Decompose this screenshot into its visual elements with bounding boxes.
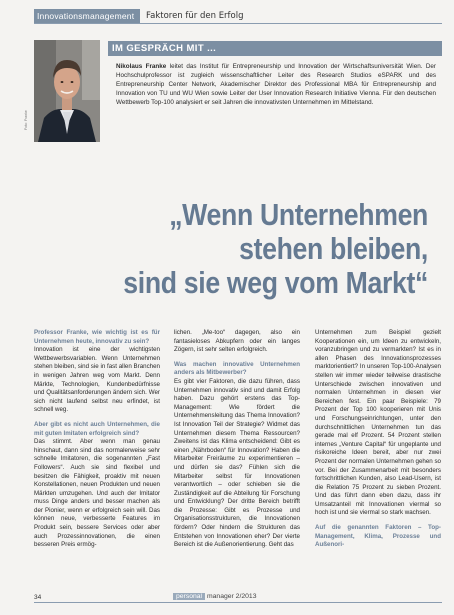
question: Was machen innovative Unternehmen anders als Mitbewerber? xyxy=(174,360,300,377)
answer: Unternehmen zum Beispiel gezielt Kooperationen ein, um Ideen zu entwickeln, voranzubringen und zu vermarkten? Ist es in allen Phasen des Innovationsprozesses marktorientiert? In unseren Top-100-Analysen stellen wir immer wieder teilweise drastische Unterschiede zwischen innovativen und normalen Unternehmen in diesen vier Bereichen fest. Ein paar Beispiele: 79 Prozent der Top 100 kooperieren mit Unis und Forschungseinrichtungen, unter den durchschnittlichen Unternehmen tun das gerade mal elf Prozent. 54 Prozent stellen internes „Venture Capital“ für ungeplante und risikoreiche Ideen bereit, aber nur zwei Prozent der normalen Unternehmen gehen so vor. Bei der Zusammenarbeit mit besonders fortschrittlichen Kunden, also Lead-Usern, ist die Relation 75 Prozent zu sieben Prozent. Und das führt dann eben dazu, dass ihr Umsatzanteil mit Innovationen viermal so hoch ist und sie viermal so stark wachsen. xyxy=(315,329,441,517)
page-number: 34 xyxy=(34,594,42,601)
photo-credit: Foto: Franke xyxy=(24,110,28,130)
portrait-illustration xyxy=(34,40,100,142)
footer-rule xyxy=(34,602,442,603)
question: Professor Franke, wie wichtig ist es für Unternehmen heute, innovativ zu sein? xyxy=(34,329,160,345)
magazine-issue xyxy=(173,593,256,600)
question: Auf die genannten Faktoren – Top-Management, Klima, Prozesse und Außenori- xyxy=(315,524,441,549)
intro-text: leitet das Institut für Entrepreneurship und Innovation der Wirtschaftsuniversität Wien. Der Hochschulprofessor ist zugleich wissenschaftlicher Leiter des Research Studios eSPARK und des Entrepreneurship Center Network, Akademischer Direktor des Professional MBA für Entrepreneurship and Innovation von TU und WU Wien sowie Leiter der User Innovation Research Initiative Vienna. Für den deutschen Wettbewerb Top-100 analysiert er seit Jahren die innovativsten Unternehmen im Mittelstand. xyxy=(116,63,436,107)
headline-quote xyxy=(84,198,428,300)
headline-line-2: sind sie weg vom Markt“ xyxy=(123,265,428,300)
answer: Innovation ist eine der wichtigsten Wettbewerbsvariablen. Wenn Unternehmen stehen bleiben, sind sie in fast allen Branchen in wenigen Jahren weg vom Markt. Denn Märkte, Technologien, Kundenbedürfnisse und Qualitätsanforderungen ändern sich. Wer sich nicht laufend selbst neu erfindet, ist schnell weg. xyxy=(34,346,160,414)
section-subtitle: Faktoren für den Erfolg xyxy=(146,11,244,21)
interview-box-header xyxy=(108,41,442,56)
interviewee-name: Nikolaus Franke xyxy=(116,63,167,70)
question: Aber gibt es nicht auch Unternehmen, die mit guten Imitaten erfolgreich sind? xyxy=(34,420,160,437)
intro-paragraph xyxy=(116,62,436,107)
column-1 xyxy=(34,329,160,550)
portrait-photo xyxy=(34,40,100,142)
magazine-brand: personal xyxy=(173,593,205,600)
column-3 xyxy=(315,329,441,550)
header-rule xyxy=(34,23,442,24)
answer: lichen. „Me-too“ dagegen, also ein fantasieloses Abkupfern oder ein langes Zögern, ist sehr selten erfolgreich. xyxy=(174,329,300,354)
running-header xyxy=(34,9,442,23)
answer: Das stimmt. Aber wenn man genau hinschaut, dann sind das normalerweise sehr schnelle Imitatoren, die sogenannten „Fast Followers“. Auch sie sind flexibel und besitzen die Fähigkeit, proaktiv mit neuen Konstellationen, neuen Produkten und neuen Märkten umzugehen. Und auch der Imitator muss Dinge anders und besser machen als der Pionier, wenn er erfolgreich sein will. Das können neue, verbesserte Features im Produkt sein, bessere Services oder aber auch Prozessinnovationen, die einen besseren Preis ermög- xyxy=(34,438,160,549)
section-label: Innovationsmanagement xyxy=(34,9,140,23)
article-body xyxy=(34,329,442,584)
interview-box-title: IM GESPRÄCH MIT ... xyxy=(112,43,217,54)
column-2 xyxy=(174,329,300,550)
magazine-issue-text: manager 2/2013 xyxy=(206,593,257,600)
answer: Es gibt vier Faktoren, die dazu führen, dass Unternehmen innovativ sind und damit Erfolg haben. Dazu gehört erstens das Top-Management: Wie fördert die Unternehmensleitung das Thema Innovation? Ist Innovation Teil der Strategie? Widmet das Unternehmen diesem Thema Ressourcen? Zweitens ist das Klima entscheidend: Gibt es einen „Nährboden“ für Innovation? Haben die Mitarbeiter Freiräume zu experimentieren – und dürfen sie das? Fühlen sich die Mitarbeiter selbst für Innovationen verantwortlich – oder schieben sie die Zuständigkeit auf die Abteilung für Forschung und Entwicklung? Der dritte Bereich betrifft die Prozesse: Gibt es Prozesse und Organisationsstrukturen, die Innovationen fördern? Oder hindern die Strukturen das Entstehen von Innovationen eher? Der vierte Bereich ist die Außenorientierung. Geht das xyxy=(174,377,300,549)
headline-line-1: „Wenn Unternehmen stehen bleiben, xyxy=(169,197,428,266)
